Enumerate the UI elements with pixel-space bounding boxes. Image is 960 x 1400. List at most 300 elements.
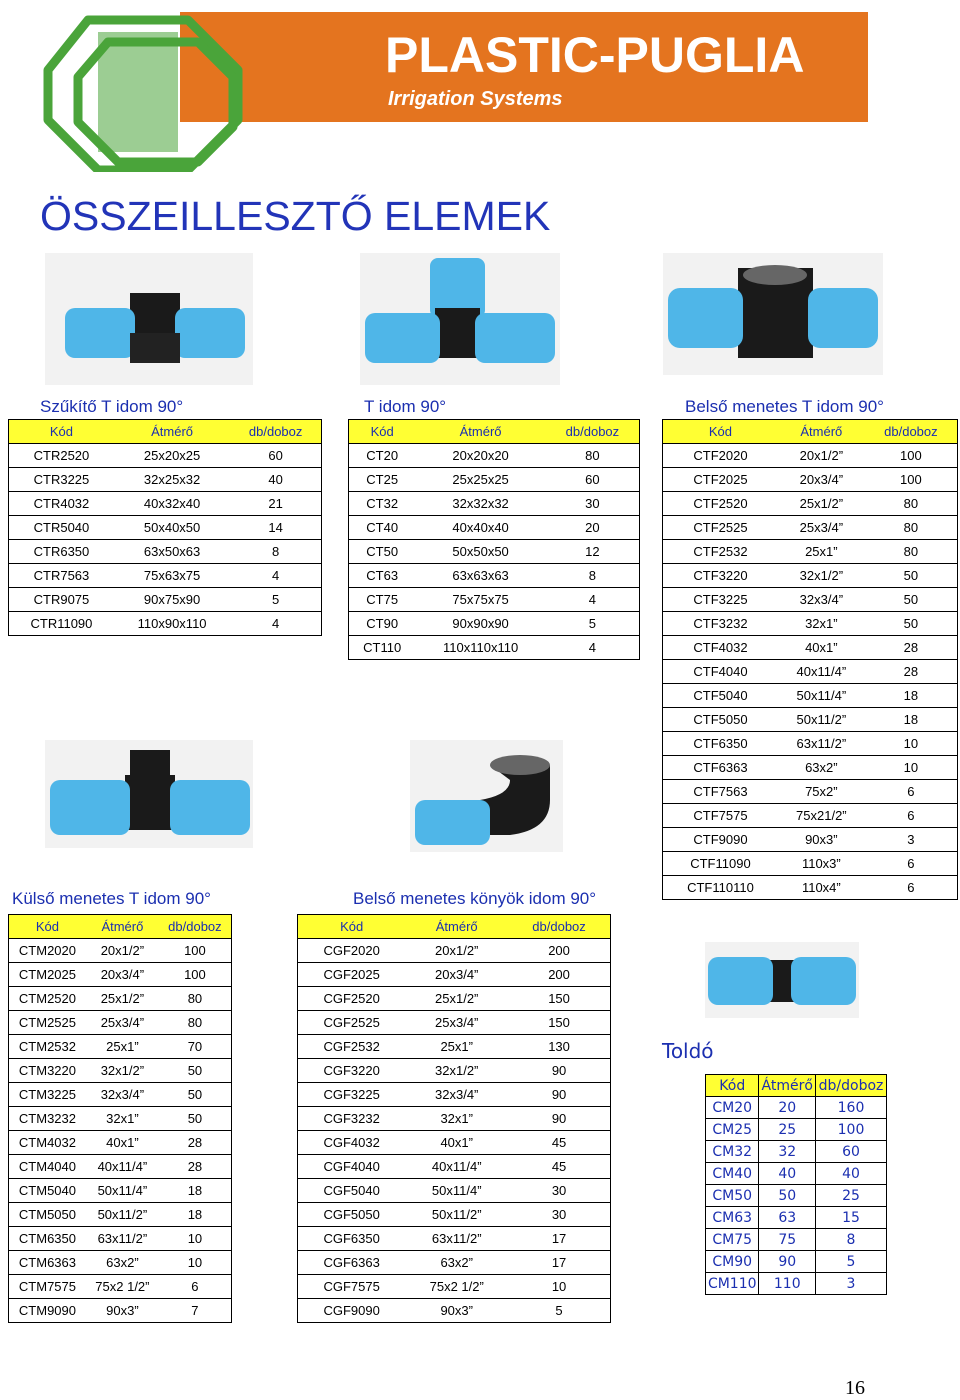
cell-diameter: 25x1/2” xyxy=(405,987,508,1011)
cell-code: CT25 xyxy=(349,468,416,492)
cell-code: CTR5040 xyxy=(9,516,114,540)
table-row xyxy=(349,492,640,516)
cell-code: CTF9090 xyxy=(663,828,778,852)
cell-code: CGF5040 xyxy=(298,1179,406,1203)
cell-diameter: 40x1” xyxy=(86,1131,159,1155)
table-row xyxy=(9,1059,232,1083)
table-row xyxy=(663,804,958,828)
cell-code: CT40 xyxy=(349,516,416,540)
table-row xyxy=(9,1011,232,1035)
cell-code: CTM7575 xyxy=(9,1275,86,1299)
cell-qty: 28 xyxy=(865,636,958,660)
cell-qty: 4 xyxy=(546,588,640,612)
degree-icon: ° xyxy=(204,889,211,908)
table-row xyxy=(706,1163,887,1185)
table-row xyxy=(706,1229,887,1251)
table-row xyxy=(298,1179,611,1203)
cell-diameter: 40x40x40 xyxy=(415,516,545,540)
table-header-row xyxy=(9,420,322,444)
cell-code: CGF2532 xyxy=(298,1035,406,1059)
cell-qty: 28 xyxy=(159,1131,232,1155)
cell-code: CTR6350 xyxy=(9,540,114,564)
cell-code: CM75 xyxy=(706,1229,759,1251)
cell-diameter: 25x1/2” xyxy=(778,492,865,516)
cell-qty: 6 xyxy=(865,804,958,828)
table-row xyxy=(298,1035,611,1059)
coupler-photo xyxy=(705,942,859,1018)
cell-qty: 10 xyxy=(159,1251,232,1275)
table-row xyxy=(663,732,958,756)
cell-code: CTM2520 xyxy=(9,987,86,1011)
table-row xyxy=(349,516,640,540)
table-row xyxy=(663,660,958,684)
cell-qty: 15 xyxy=(816,1207,887,1229)
column-header: Kód xyxy=(298,915,406,939)
table-row xyxy=(349,588,640,612)
cell-diameter: 32x1” xyxy=(405,1107,508,1131)
cell-diameter: 32 xyxy=(759,1141,816,1163)
cell-qty: 5 xyxy=(546,612,640,636)
cell-code: CTF3232 xyxy=(663,612,778,636)
cell-qty: 80 xyxy=(159,1011,232,1035)
table-row xyxy=(9,1083,232,1107)
table-row xyxy=(298,987,611,1011)
cell-diameter: 40 xyxy=(759,1163,816,1185)
tee-icon xyxy=(360,253,560,385)
cell-code: CTF4032 xyxy=(663,636,778,660)
table-row xyxy=(349,468,640,492)
cell-code: CGF3220 xyxy=(298,1059,406,1083)
table-row xyxy=(9,468,322,492)
cell-code: CTM2025 xyxy=(9,963,86,987)
cell-qty: 10 xyxy=(159,1227,232,1251)
table-row xyxy=(9,492,322,516)
cell-qty: 80 xyxy=(159,987,232,1011)
table-row xyxy=(663,612,958,636)
cell-qty: 30 xyxy=(508,1179,610,1203)
table-row xyxy=(9,516,322,540)
caption-kulso-t: Külső menetes T idom 90° xyxy=(12,889,211,908)
cell-qty: 5 xyxy=(508,1299,610,1323)
cell-code: CT63 xyxy=(349,564,416,588)
cell-qty: 100 xyxy=(816,1119,887,1141)
table-row xyxy=(298,1155,611,1179)
table-row xyxy=(706,1097,887,1119)
cell-qty: 8 xyxy=(230,540,321,564)
cell-code: CM90 xyxy=(706,1251,759,1273)
cell-code: CTR2520 xyxy=(9,444,114,468)
table-row xyxy=(663,468,958,492)
table-header-row xyxy=(9,915,232,939)
cell-qty: 20 xyxy=(546,516,640,540)
cell-diameter: 25x20x25 xyxy=(114,444,230,468)
reducing-tee-photo xyxy=(45,253,253,385)
brand-tagline: Irrigation Systems xyxy=(388,88,563,110)
table-row xyxy=(706,1273,887,1295)
brand-logo-icon xyxy=(38,12,248,172)
table-row xyxy=(9,540,322,564)
cell-code: CTF7563 xyxy=(663,780,778,804)
cell-code: CT110 xyxy=(349,636,416,660)
table-row xyxy=(9,1107,232,1131)
female-tee-icon xyxy=(663,253,883,375)
cell-code: CGF2525 xyxy=(298,1011,406,1035)
cell-diameter: 32x3/4” xyxy=(405,1083,508,1107)
cell-diameter: 32x3/4” xyxy=(86,1083,159,1107)
table-header-row xyxy=(706,1075,887,1097)
table-row xyxy=(663,876,958,900)
cell-qty: 5 xyxy=(816,1251,887,1273)
cell-code: CTM3225 xyxy=(9,1083,86,1107)
cell-code: CTF2532 xyxy=(663,540,778,564)
cell-diameter: 20x1/2” xyxy=(405,939,508,963)
cell-diameter: 50 xyxy=(759,1185,816,1207)
cell-code: CM63 xyxy=(706,1207,759,1229)
cell-diameter: 20x1/2” xyxy=(778,444,865,468)
cell-diameter: 75x75x75 xyxy=(415,588,545,612)
cell-diameter: 32x25x32 xyxy=(114,468,230,492)
table-row xyxy=(663,756,958,780)
cell-diameter: 20x3/4” xyxy=(778,468,865,492)
table-row xyxy=(298,1107,611,1131)
cell-diameter: 25x1” xyxy=(405,1035,508,1059)
cell-code: CTR3225 xyxy=(9,468,114,492)
table-row xyxy=(9,1275,232,1299)
cell-qty: 60 xyxy=(816,1141,887,1163)
table-row xyxy=(298,939,611,963)
cell-diameter: 20x3/4” xyxy=(86,963,159,987)
cell-qty: 50 xyxy=(159,1059,232,1083)
male-tee-icon xyxy=(45,740,253,848)
table-t-idom xyxy=(348,419,640,660)
cell-qty: 200 xyxy=(508,963,610,987)
cell-qty: 18 xyxy=(865,684,958,708)
elbow-icon xyxy=(410,740,563,852)
table-konyok xyxy=(297,914,611,1323)
table-row xyxy=(9,1203,232,1227)
table-header-row xyxy=(298,915,611,939)
cell-qty: 6 xyxy=(865,780,958,804)
cell-code: CM40 xyxy=(706,1163,759,1185)
cell-code: CM20 xyxy=(706,1097,759,1119)
elbow-photo xyxy=(410,740,563,852)
cell-code: CGF3225 xyxy=(298,1083,406,1107)
table-row xyxy=(706,1251,887,1273)
cell-qty: 100 xyxy=(865,444,958,468)
cell-code: CM32 xyxy=(706,1141,759,1163)
cell-diameter: 110 xyxy=(759,1273,816,1295)
cell-code: CGF6363 xyxy=(298,1251,406,1275)
cell-qty: 80 xyxy=(865,516,958,540)
cell-qty: 50 xyxy=(865,612,958,636)
cell-diameter: 75x21/2” xyxy=(778,804,865,828)
cell-qty: 6 xyxy=(159,1275,232,1299)
table-row xyxy=(706,1207,887,1229)
cell-diameter: 90 xyxy=(759,1251,816,1273)
table-row xyxy=(663,588,958,612)
cell-qty: 10 xyxy=(865,756,958,780)
cell-code: CGF5050 xyxy=(298,1203,406,1227)
cell-code: CTM5050 xyxy=(9,1203,86,1227)
cell-qty: 40 xyxy=(816,1163,887,1185)
cell-code: CTF110110 xyxy=(663,876,778,900)
cell-diameter: 110x90x110 xyxy=(114,612,230,636)
column-header: db/doboz xyxy=(816,1075,887,1097)
cell-diameter: 50x40x50 xyxy=(114,516,230,540)
table-row xyxy=(706,1141,887,1163)
cell-diameter: 25 xyxy=(759,1119,816,1141)
caption-toldo: Toldó xyxy=(662,1039,714,1063)
cell-qty: 100 xyxy=(865,468,958,492)
cell-qty: 90 xyxy=(508,1083,610,1107)
cell-code: CTM2020 xyxy=(9,939,86,963)
cell-qty: 50 xyxy=(865,588,958,612)
cell-qty: 12 xyxy=(546,540,640,564)
table-header-row xyxy=(349,420,640,444)
cell-qty: 60 xyxy=(230,444,321,468)
female-tee-photo xyxy=(663,253,883,375)
cell-diameter: 32x1/2” xyxy=(86,1059,159,1083)
cell-code: CGF9090 xyxy=(298,1299,406,1323)
table-row xyxy=(9,1299,232,1323)
cell-code: CT20 xyxy=(349,444,416,468)
male-tee-photo xyxy=(45,740,253,848)
table-row xyxy=(9,1251,232,1275)
cell-diameter: 63x11/2” xyxy=(86,1227,159,1251)
page-number: 16 xyxy=(845,1377,865,1399)
cell-qty: 28 xyxy=(159,1155,232,1179)
cell-diameter: 75x2 1/2” xyxy=(405,1275,508,1299)
cell-qty: 80 xyxy=(865,492,958,516)
column-header: db/doboz xyxy=(865,420,958,444)
cell-code: CM50 xyxy=(706,1185,759,1207)
cell-diameter: 25x25x25 xyxy=(415,468,545,492)
cell-code: CTM2532 xyxy=(9,1035,86,1059)
cell-code: CT75 xyxy=(349,588,416,612)
cell-qty: 8 xyxy=(816,1229,887,1251)
table-row xyxy=(663,708,958,732)
cell-qty: 3 xyxy=(865,828,958,852)
cell-code: CTM4040 xyxy=(9,1155,86,1179)
cell-diameter: 75 xyxy=(759,1229,816,1251)
cell-code: CGF7575 xyxy=(298,1275,406,1299)
cell-qty: 70 xyxy=(159,1035,232,1059)
table-row xyxy=(663,444,958,468)
cell-qty: 60 xyxy=(546,468,640,492)
table-row xyxy=(9,939,232,963)
cell-diameter: 63x11/2” xyxy=(405,1227,508,1251)
degree-icon: ° xyxy=(176,397,184,416)
cell-qty: 17 xyxy=(508,1251,610,1275)
table-row xyxy=(298,1227,611,1251)
cell-diameter: 32x3/4” xyxy=(778,588,865,612)
caption-belso-t: Belső menetes T idom 90° xyxy=(685,397,884,416)
cell-diameter: 90x75x90 xyxy=(114,588,230,612)
cell-diameter: 50x11/2” xyxy=(405,1203,508,1227)
cell-code: CTF7575 xyxy=(663,804,778,828)
column-header: Átmérő xyxy=(778,420,865,444)
cell-diameter: 63x63x63 xyxy=(415,564,545,588)
cell-diameter: 110x4” xyxy=(778,876,865,900)
table-header-row xyxy=(663,420,958,444)
cell-code: CTF3220 xyxy=(663,564,778,588)
degree-icon: ° xyxy=(589,889,597,908)
cell-code: CTR9075 xyxy=(9,588,114,612)
table-row xyxy=(9,564,322,588)
cell-code: CGF6350 xyxy=(298,1227,406,1251)
cell-qty: 50 xyxy=(159,1083,232,1107)
cell-qty: 160 xyxy=(816,1097,887,1119)
tee-photo xyxy=(360,253,560,385)
cell-code: CTF11090 xyxy=(663,852,778,876)
cell-code: CM25 xyxy=(706,1119,759,1141)
column-header: db/doboz xyxy=(546,420,640,444)
cell-diameter: 50x11/2” xyxy=(778,708,865,732)
column-header: Kód xyxy=(9,915,86,939)
cell-qty: 130 xyxy=(508,1035,610,1059)
table-row xyxy=(298,1299,611,1323)
table-row xyxy=(298,963,611,987)
reducing-tee-icon xyxy=(45,253,253,385)
cell-qty: 18 xyxy=(159,1179,232,1203)
caption-szukito: Szűkítő T idom 90° xyxy=(40,397,184,416)
cell-diameter: 63x2” xyxy=(86,1251,159,1275)
cell-diameter: 32x1” xyxy=(778,612,865,636)
cell-code: CM110 xyxy=(706,1273,759,1295)
cell-code: CGF2025 xyxy=(298,963,406,987)
table-row xyxy=(298,1275,611,1299)
cell-diameter: 75x2” xyxy=(778,780,865,804)
cell-qty: 50 xyxy=(159,1107,232,1131)
table-row xyxy=(9,588,322,612)
cell-qty: 10 xyxy=(508,1275,610,1299)
cell-diameter: 25x3/4” xyxy=(86,1011,159,1035)
table-row xyxy=(663,852,958,876)
cell-diameter: 40x11/4” xyxy=(86,1155,159,1179)
cell-code: CT32 xyxy=(349,492,416,516)
cell-diameter: 63x11/2” xyxy=(778,732,865,756)
cell-code: CTM6363 xyxy=(9,1251,86,1275)
cell-code: CGF4032 xyxy=(298,1131,406,1155)
column-header: Átmérő xyxy=(114,420,230,444)
column-header: Kód xyxy=(663,420,778,444)
cell-qty: 30 xyxy=(508,1203,610,1227)
cell-diameter: 50x11/4” xyxy=(778,684,865,708)
table-row xyxy=(9,1227,232,1251)
cell-code: CTR4032 xyxy=(9,492,114,516)
table-row xyxy=(298,1083,611,1107)
column-header: Átmérő xyxy=(405,915,508,939)
cell-qty: 8 xyxy=(546,564,640,588)
cell-code: CTF5040 xyxy=(663,684,778,708)
caption-konyok: Belső menetes könyök idom 90° xyxy=(353,889,597,908)
cell-qty: 4 xyxy=(546,636,640,660)
column-header: Kód xyxy=(706,1075,759,1097)
cell-code: CGF2020 xyxy=(298,939,406,963)
cell-qty: 18 xyxy=(865,708,958,732)
column-header: db/doboz xyxy=(159,915,232,939)
cell-diameter: 63x2” xyxy=(778,756,865,780)
table-szukito xyxy=(8,419,322,636)
column-header: Kód xyxy=(9,420,114,444)
cell-code: CTF6363 xyxy=(663,756,778,780)
cell-diameter: 63x50x63 xyxy=(114,540,230,564)
cell-qty: 100 xyxy=(159,939,232,963)
cell-qty: 4 xyxy=(230,612,321,636)
table-row xyxy=(706,1119,887,1141)
cell-diameter: 32x1/2” xyxy=(778,564,865,588)
cell-qty: 50 xyxy=(865,564,958,588)
cell-diameter: 50x50x50 xyxy=(415,540,545,564)
cell-code: CTF4040 xyxy=(663,660,778,684)
cell-code: CTF2020 xyxy=(663,444,778,468)
table-row xyxy=(9,1131,232,1155)
table-row xyxy=(298,1131,611,1155)
table-row xyxy=(298,1059,611,1083)
cell-code: CGF3232 xyxy=(298,1107,406,1131)
cell-qty: 17 xyxy=(508,1227,610,1251)
table-row xyxy=(663,540,958,564)
column-header: db/doboz xyxy=(508,915,610,939)
cell-diameter: 25x1/2” xyxy=(86,987,159,1011)
cell-diameter: 25x1” xyxy=(778,540,865,564)
cell-diameter: 40x11/4” xyxy=(778,660,865,684)
cell-diameter: 25x3/4” xyxy=(405,1011,508,1035)
page-title: ÖSSZEILLESZTŐ ELEMEK xyxy=(40,193,551,239)
cell-diameter: 25x1” xyxy=(86,1035,159,1059)
table-row xyxy=(349,540,640,564)
table-row xyxy=(9,1035,232,1059)
cell-diameter: 50x11/4” xyxy=(405,1179,508,1203)
table-row xyxy=(9,444,322,468)
brand-name: PLASTIC-PUGLIA xyxy=(385,27,805,83)
table-row xyxy=(663,828,958,852)
column-header: Átmérő xyxy=(759,1075,816,1097)
cell-code: CTR7563 xyxy=(9,564,114,588)
cell-diameter: 32x32x32 xyxy=(415,492,545,516)
cell-diameter: 75x2 1/2” xyxy=(86,1275,159,1299)
cell-qty: 14 xyxy=(230,516,321,540)
table-row xyxy=(349,444,640,468)
cell-qty: 150 xyxy=(508,987,610,1011)
cell-diameter: 90x3” xyxy=(86,1299,159,1323)
cell-diameter: 20 xyxy=(759,1097,816,1119)
cell-code: CTM3220 xyxy=(9,1059,86,1083)
table-row xyxy=(663,516,958,540)
cell-diameter: 110x3” xyxy=(778,852,865,876)
column-header: Átmérő xyxy=(86,915,159,939)
table-row xyxy=(9,987,232,1011)
cell-qty: 80 xyxy=(546,444,640,468)
table-row xyxy=(663,492,958,516)
cell-qty: 5 xyxy=(230,588,321,612)
cell-diameter: 40x32x40 xyxy=(114,492,230,516)
table-row xyxy=(298,1251,611,1275)
cell-code: CTF2025 xyxy=(663,468,778,492)
cell-qty: 40 xyxy=(230,468,321,492)
column-header: Kód xyxy=(349,420,416,444)
cell-code: CTF5050 xyxy=(663,708,778,732)
table-row xyxy=(349,612,640,636)
cell-code: CT50 xyxy=(349,540,416,564)
column-header: Átmérő xyxy=(415,420,545,444)
cell-diameter: 25x3/4” xyxy=(778,516,865,540)
cell-diameter: 63 xyxy=(759,1207,816,1229)
cell-qty: 6 xyxy=(865,876,958,900)
cell-qty: 90 xyxy=(508,1059,610,1083)
cell-code: CT90 xyxy=(349,612,416,636)
cell-code: CTF3225 xyxy=(663,588,778,612)
